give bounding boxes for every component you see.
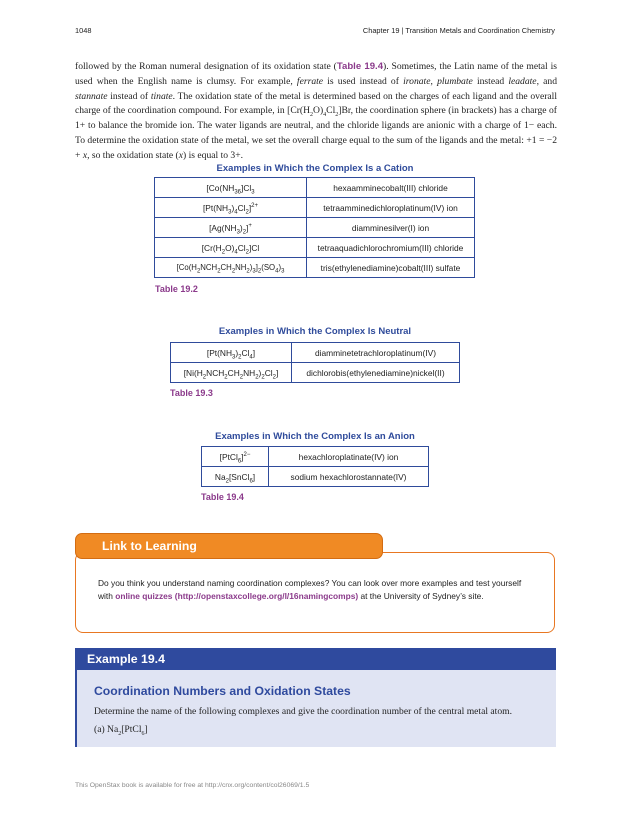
footer-note: This OpenStax book is available for free at http://cnx.org/content/col26069/1.5 bbox=[75, 782, 310, 789]
table-row bbox=[171, 343, 460, 363]
name-cell: tris(ethylenediamine)cobalt(III) sulfate bbox=[307, 258, 475, 278]
formula-cell: $[Ag(NH_3)_2]^+$ bbox=[155, 218, 307, 238]
anion-table-title: Examples in Which the Complex Is an Anion bbox=[215, 431, 415, 442]
formula-cell: $Na_2[SnCl_6]$ bbox=[202, 467, 269, 487]
anion-table bbox=[201, 446, 429, 487]
formula-cell: [$Co(NH_{36}]Cl_3$ bbox=[155, 178, 307, 198]
link-to-learning-text: Do you think you understand naming coordination complexes? You can look over more examples and test yourself with online quizzes (http://openstaxcollege.org/l/16namingcomps) at the University of Sydney’s site. bbox=[98, 578, 522, 601]
name-cell: hexachloroplatinate(IV) ion bbox=[269, 447, 429, 467]
neutral-table-title: Examples in Which the Complex Is Neutral bbox=[218, 326, 412, 337]
name-cell: tetraaquadichlorochromium(III) chloride bbox=[307, 238, 475, 258]
name-cell: diamminetetrachloroplatinum(IV) bbox=[292, 343, 460, 363]
example-instructions: Determine the name of the following complexes and give the coordination number of the central metal atom. bbox=[94, 706, 512, 717]
name-cell: diamminesilver(I) ion bbox=[307, 218, 475, 238]
neutral-table bbox=[170, 342, 460, 383]
name-cell: sodium hexachlorostannate(IV) bbox=[269, 467, 429, 487]
page-number: 1048 bbox=[75, 26, 92, 35]
formula-cell: $[Pt(NH_3)_2Cl_4]$ bbox=[171, 343, 292, 363]
formula-cell: $[Pt(NH_3)_4Cl_2]^{2+}$ bbox=[155, 198, 307, 218]
formula-cell: [PtCl$_6$]$^{2-}$ bbox=[202, 447, 269, 467]
link-to-learning-tab: Link to Learning bbox=[75, 533, 383, 559]
name-cell: tetraamminedichloroplatinum(IV) ion bbox=[307, 198, 475, 218]
chapter-header: Chapter 19 | Transition Metals and Coordination Chemistry bbox=[362, 26, 555, 35]
example-header: Example 19.4 bbox=[75, 648, 556, 670]
name-cell: dichlorobis(ethylenediamine)nickel(II) bbox=[292, 363, 460, 383]
formula-cell: $[Ni(H_2NCH_2CH_2NH_2)_2Cl_2]$ bbox=[171, 363, 292, 383]
body-paragraph: followed by the Roman numeral designation of its oxidation state (Table 19.4). Sometimes, the Latin name of the metal is used when the English name is clumsy. For example, ferrate is used instead of ironate, plumbate instead leadate, and stannate instead of tinate. The oxidation state of the metal is determined based on the charges of each ligand and the overall charge of the coordination compound. For example, in $[Cr(H_2O)_4Cl_2]Br$, the coordination sphere (in brackets) has a charge of 1+ to balance the bromide ion. The water ligands are neutral, and the chloride ligands are anionic with a charge of 1− each. To determine the oxidation state of the metal, we set the overall charge equal to the sum of the ligands and the metal: +1 = −2 + x, so the oxidation state (x) is equal to 3+. bbox=[75, 61, 558, 161]
table-row bbox=[171, 363, 460, 383]
online-quizzes-link[interactable]: online quizzes (http://openstaxcollege.org/l/16namingcomps) bbox=[115, 591, 359, 601]
table-row bbox=[202, 447, 429, 467]
cation-table-title: Examples in Which the Complex Is a Cation bbox=[216, 163, 414, 174]
table-19-3-caption: Table 19.3 bbox=[170, 388, 213, 398]
table-row bbox=[155, 258, 475, 278]
table-row bbox=[202, 467, 429, 487]
table-19-2-caption: Table 19.2 bbox=[155, 284, 198, 294]
formula-cell: $[Cr(H_2O)_4Cl_2]Cl$ bbox=[155, 238, 307, 258]
table-19-4-link[interactable]: Table 19.4 bbox=[336, 61, 384, 72]
table-row bbox=[155, 218, 475, 238]
formula-cell: $[Co(H_2NCH_2CH_2NH_2)_3]_2(SO_4)_3$ bbox=[155, 258, 307, 278]
table-row bbox=[155, 238, 475, 258]
example-title: Coordination Numbers and Oxidation States bbox=[94, 684, 351, 698]
cation-table bbox=[154, 177, 475, 278]
name-cell: hexaamminecobalt(III) chloride bbox=[307, 178, 475, 198]
example-part-a: (a) $Na_2[PtCl_6]$ bbox=[94, 724, 148, 737]
table-row bbox=[155, 178, 475, 198]
table-row bbox=[155, 198, 475, 218]
table-19-4-caption: Table 19.4 bbox=[201, 492, 244, 502]
